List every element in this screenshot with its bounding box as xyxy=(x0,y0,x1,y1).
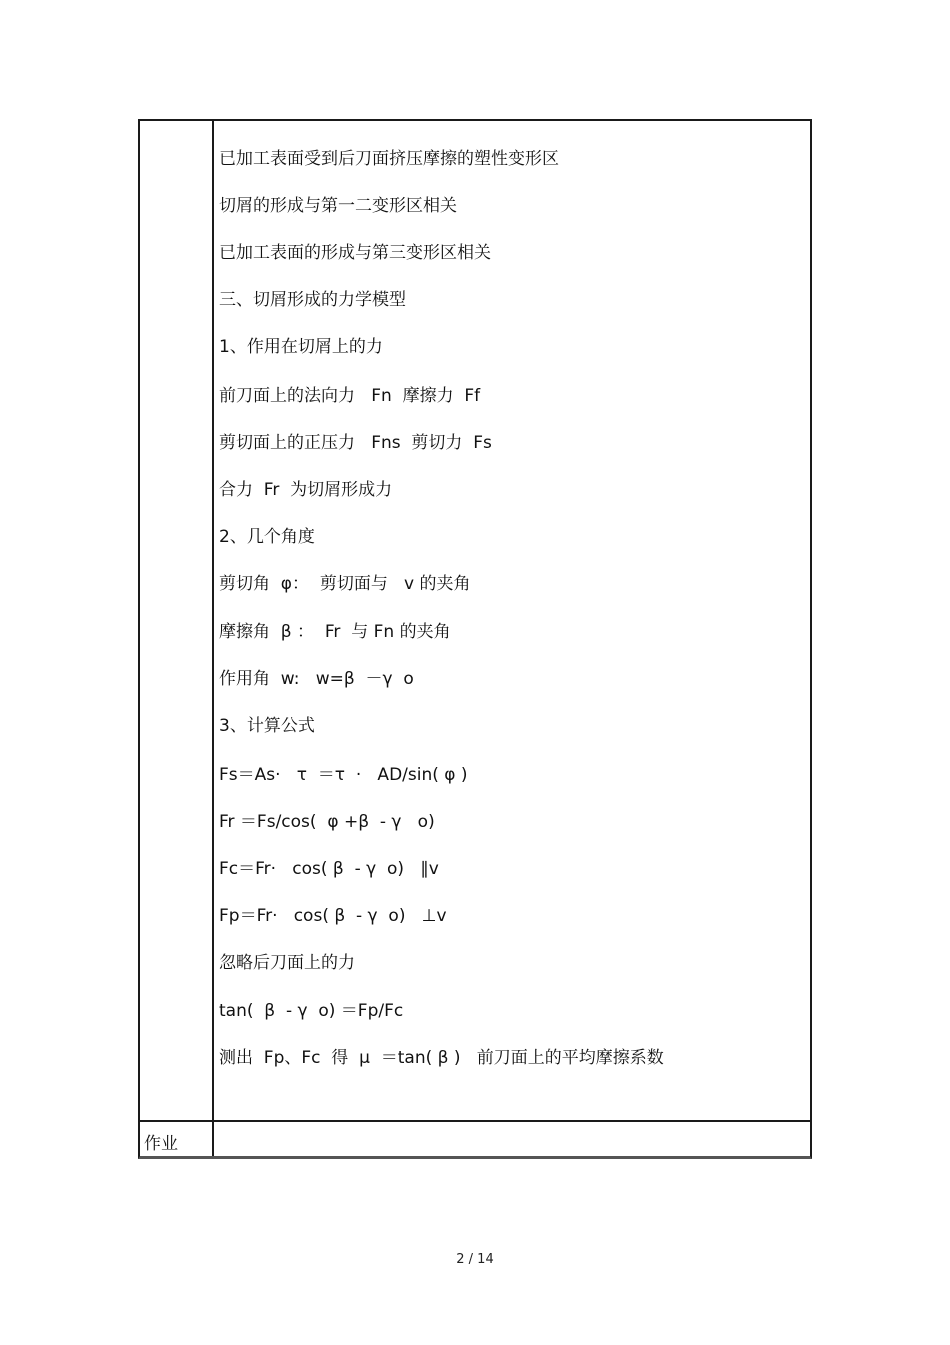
homework-label: 作业 xyxy=(144,1134,178,1154)
formula-line: Fc＝Fr· cos( β - γ o) ∥v xyxy=(219,859,439,879)
text-line: 摩擦角 β ： Fr 与 Fn 的夹角 xyxy=(219,622,451,642)
subsection-heading: 3、计算公式 xyxy=(219,716,315,736)
formula-line: Fr ＝Fs/cos( φ +β - γ o) xyxy=(219,812,435,832)
formula-line: tan( β - γ o) ＝Fp/Fc xyxy=(219,1001,404,1021)
text-line: 剪切面上的正压力 Fns 剪切力 Fs xyxy=(219,433,492,453)
text-line: 剪切角 φ： 剪切面与 v 的夹角 xyxy=(219,574,471,594)
text-line: 前刀面上的法向力 Fn 摩擦力 Ff xyxy=(219,386,481,406)
text-line: 已加工表面受到后刀面挤压摩擦的塑性变形区 xyxy=(219,149,559,169)
formula-line: Fs＝As· τ ＝τ · AD/sin( φ ) xyxy=(219,765,468,785)
section-heading: 三、切屑形成的力学模型 xyxy=(219,290,406,310)
page-number: 2 / 14 xyxy=(456,1252,494,1267)
subsection-heading: 1、作用在切屑上的力 xyxy=(219,337,383,357)
formula-line: Fp＝Fr· cos( β - γ o) ⊥v xyxy=(219,906,447,926)
text-line: 作用角 w: w=β －γ o xyxy=(219,669,414,689)
lesson-table xyxy=(138,119,812,1159)
column-divider xyxy=(212,121,214,1156)
text-line: 合力 Fr 为切屑形成力 xyxy=(219,480,393,500)
content-cell xyxy=(219,121,806,1120)
subsection-heading: 2、几个角度 xyxy=(219,527,315,547)
text-line: 忽略后刀面上的力 xyxy=(219,953,355,973)
row-divider xyxy=(140,1120,810,1122)
text-line: 已加工表面的形成与第三变形区相关 xyxy=(219,243,491,263)
text-line: 测出 Fp、Fc 得 μ ＝tan( β ) 前刀面上的平均摩擦系数 xyxy=(219,1048,664,1068)
text-line: 切屑的形成与第一二变形区相关 xyxy=(219,196,457,216)
